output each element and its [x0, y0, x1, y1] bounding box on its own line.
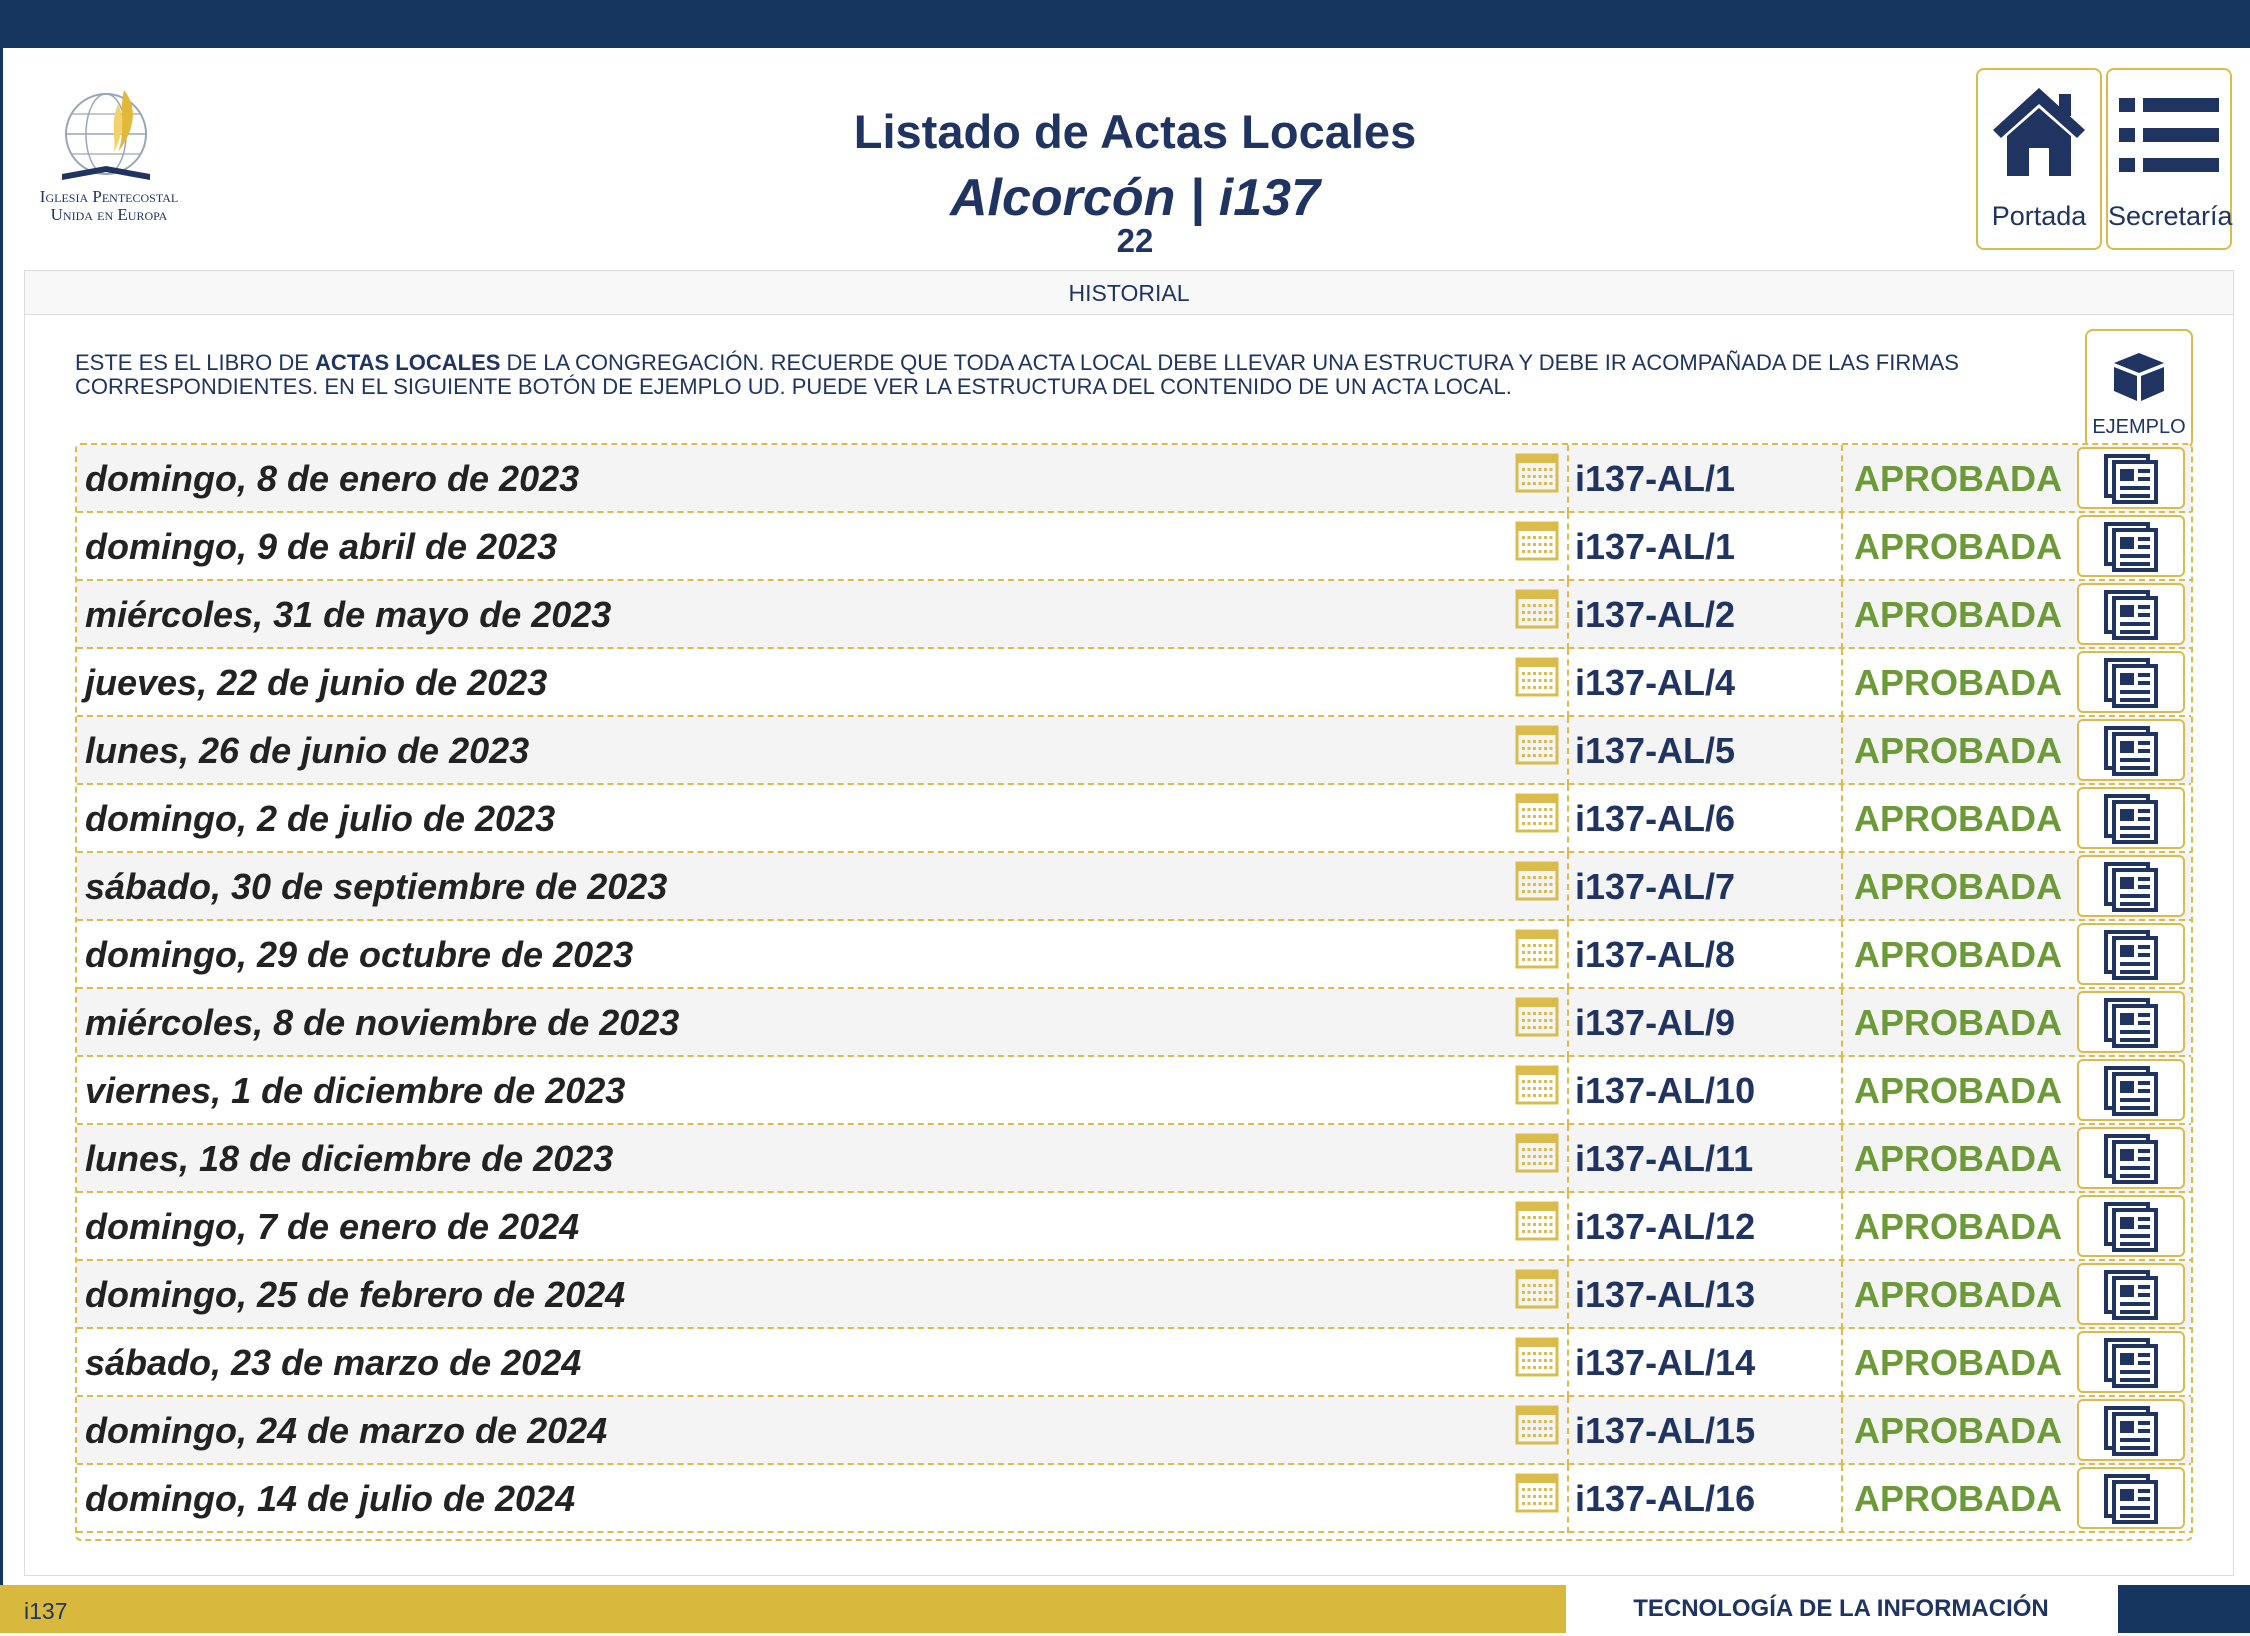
document-icon [2079, 862, 2183, 912]
document-icon [2079, 522, 2183, 572]
footer-navy-bar [2118, 1585, 2250, 1633]
acta-status: APROBADA [1853, 934, 2062, 975]
calendar-icon[interactable] [1515, 1269, 1559, 1309]
ejemplo-label: EJEMPLO [2092, 416, 2186, 438]
top-bar [0, 0, 2250, 48]
acta-code: i137-AL/4 [1567, 649, 1843, 717]
table-row [77, 1397, 2193, 1465]
acta-date: domingo, 25 de febrero de 2024 [85, 1274, 626, 1315]
table-row [77, 1329, 2193, 1397]
table-row [77, 1125, 2193, 1193]
view-acta-button[interactable] [2077, 1263, 2185, 1325]
acta-status: APROBADA [1853, 1138, 2062, 1179]
acta-code: i137-AL/16 [1567, 1465, 1843, 1533]
calendar-icon[interactable] [1515, 1201, 1559, 1241]
intro-text-end: DE LA CONGREGACIÓN. RECUERDE QUE TODA ACTA LOCAL DEBE LLEVAR UNA ESTRUCTURA Y DEBE IR ACOMPAÑADA DE LAS FIRMAS CORRESPONDIENTES. EN EL SIGUIENTE BOTÓN DE EJEMPLO UD. PUEDE VER LA ESTRUCTURA DEL CONTENIDO DE UN ACTA LOCAL. [75, 350, 1959, 399]
table-row [77, 581, 2193, 649]
church-logo [22, 82, 196, 237]
acta-status: APROBADA [1853, 866, 2062, 907]
view-acta-button[interactable] [2077, 515, 2185, 577]
acta-code: i137-AL/10 [1567, 1057, 1843, 1125]
secretaria-button[interactable] [2106, 68, 2232, 250]
acta-date: lunes, 26 de junio de 2023 [85, 730, 530, 771]
document-icon [2079, 454, 2183, 504]
left-edge-bar [0, 48, 3, 1588]
view-acta-button[interactable] [2077, 855, 2185, 917]
list-icon [2115, 84, 2223, 180]
intro-text-start: ESTE ES EL LIBRO DE [75, 350, 316, 375]
acta-date: miércoles, 8 de noviembre de 2023 [85, 1002, 680, 1043]
portada-label: Portada [1991, 201, 2087, 231]
logo-text-line1: Iglesia Pentecostal [39, 187, 179, 206]
calendar-icon[interactable] [1515, 997, 1559, 1037]
view-acta-button[interactable] [2077, 923, 2185, 985]
document-icon [2079, 590, 2183, 640]
footer-tech-label: TECNOLOGÍA DE LA INFORMACIÓN [1633, 1595, 2049, 1622]
calendar-icon[interactable] [1515, 1473, 1559, 1513]
calendar-icon[interactable] [1515, 1405, 1559, 1445]
view-acta-button[interactable] [2077, 1127, 2185, 1189]
footer-congregation-id: i137 [24, 1598, 68, 1624]
globe-flame-icon [22, 82, 196, 186]
table-row [77, 717, 2193, 785]
acta-status: APROBADA [1853, 526, 2062, 567]
acta-date: lunes, 18 de diciembre de 2023 [85, 1138, 614, 1179]
calendar-icon[interactable] [1515, 657, 1559, 697]
acta-date: domingo, 8 de enero de 2023 [85, 458, 580, 499]
acta-status: APROBADA [1853, 1070, 2062, 1111]
table-row [77, 649, 2193, 717]
view-acta-button[interactable] [2077, 787, 2185, 849]
acta-code: i137-AL/8 [1567, 921, 1843, 989]
acta-date: miércoles, 31 de mayo de 2023 [85, 594, 612, 635]
acta-date: domingo, 7 de enero de 2024 [85, 1206, 580, 1247]
acta-date: sábado, 23 de marzo de 2024 [85, 1342, 582, 1383]
table-row [77, 445, 2193, 513]
table-row [77, 989, 2193, 1057]
calendar-icon[interactable] [1515, 1337, 1559, 1377]
calendar-icon[interactable] [1515, 453, 1559, 493]
acta-code: i137-AL/7 [1567, 853, 1843, 921]
acta-date: domingo, 24 de marzo de 2024 [85, 1410, 608, 1451]
view-acta-button[interactable] [2077, 651, 2185, 713]
view-acta-button[interactable] [2077, 1331, 2185, 1393]
document-icon [2079, 930, 2183, 980]
logo-text-line2: Unida en Europa [50, 205, 168, 224]
historial-panel [24, 270, 2234, 1576]
table-row [77, 1465, 2193, 1533]
calendar-icon[interactable] [1515, 861, 1559, 901]
intro-text [75, 351, 2065, 399]
calendar-icon[interactable] [1515, 929, 1559, 969]
intro-text-bold: ACTAS LOCALES [315, 350, 501, 375]
view-acta-button[interactable] [2077, 1059, 2185, 1121]
table-row [77, 1193, 2193, 1261]
document-icon [2079, 1270, 2183, 1320]
view-acta-button[interactable] [2077, 719, 2185, 781]
actas-table [75, 443, 2193, 1541]
acta-code: i137-AL/1 [1567, 445, 1843, 513]
acta-status: APROBADA [1853, 1002, 2062, 1043]
calendar-icon[interactable] [1515, 521, 1559, 561]
view-acta-button[interactable] [2077, 447, 2185, 509]
view-acta-button[interactable] [2077, 1467, 2185, 1529]
ejemplo-button[interactable] [2085, 329, 2193, 449]
portada-button[interactable] [1976, 68, 2102, 250]
acta-code: i137-AL/5 [1567, 717, 1843, 785]
acta-code: i137-AL/15 [1567, 1397, 1843, 1465]
table-row [77, 513, 2193, 581]
acta-date: viernes, 1 de diciembre de 2023 [85, 1070, 626, 1111]
calendar-icon[interactable] [1515, 1133, 1559, 1173]
acta-status: APROBADA [1853, 1478, 2062, 1519]
logo-text [22, 188, 196, 224]
acta-code: i137-AL/6 [1567, 785, 1843, 853]
acta-status: APROBADA [1853, 1206, 2062, 1247]
calendar-icon[interactable] [1515, 725, 1559, 765]
view-acta-button[interactable] [2077, 583, 2185, 645]
acta-code: i137-AL/1 [1567, 513, 1843, 581]
table-row [77, 1057, 2193, 1125]
acta-status: APROBADA [1853, 730, 2062, 771]
secretaria-label: Secretaría [2108, 201, 2233, 231]
calendar-icon[interactable] [1515, 1065, 1559, 1105]
historial-heading: HISTORIAL [25, 271, 2233, 315]
acta-status: APROBADA [1853, 1410, 2062, 1451]
box-icon [2112, 351, 2166, 403]
view-acta-button[interactable] [2077, 1195, 2185, 1257]
view-acta-button[interactable] [2077, 1399, 2185, 1461]
document-icon [2079, 726, 2183, 776]
document-icon [2079, 1066, 2183, 1116]
document-icon [2079, 794, 2183, 844]
acta-date: sábado, 30 de septiembre de 2023 [85, 866, 668, 907]
home-icon [1989, 84, 2089, 180]
acta-code: i137-AL/2 [1567, 581, 1843, 649]
table-row [77, 853, 2193, 921]
acta-status: APROBADA [1853, 594, 2062, 635]
acta-code: i137-AL/11 [1567, 1125, 1843, 1193]
acta-status: APROBADA [1853, 458, 2062, 499]
document-icon [2079, 1202, 2183, 1252]
table-row [77, 785, 2193, 853]
acta-status: APROBADA [1853, 1342, 2062, 1383]
acta-date: domingo, 9 de abril de 2023 [85, 526, 558, 567]
page-title: Listado de Actas Locales [853, 105, 1417, 158]
document-icon [2079, 1406, 2183, 1456]
acta-status: APROBADA [1853, 798, 2062, 839]
calendar-icon[interactable] [1515, 793, 1559, 833]
document-icon [2079, 1474, 2183, 1524]
document-icon [2079, 998, 2183, 1048]
acta-date: domingo, 14 de julio de 2024 [85, 1478, 576, 1519]
congregation-subtitle: Alcorcón | i137 [949, 169, 1321, 227]
actas-count: 22 [1116, 222, 1154, 259]
table-row [77, 1261, 2193, 1329]
document-icon [2079, 658, 2183, 708]
acta-code: i137-AL/14 [1567, 1329, 1843, 1397]
acta-code: i137-AL/9 [1567, 989, 1843, 1057]
document-icon [2079, 1338, 2183, 1388]
table-row [77, 921, 2193, 989]
acta-code: i137-AL/12 [1567, 1193, 1843, 1261]
acta-status: APROBADA [1853, 662, 2062, 703]
calendar-icon[interactable] [1515, 589, 1559, 629]
document-icon [2079, 1134, 2183, 1184]
acta-code: i137-AL/13 [1567, 1261, 1843, 1329]
acta-status: APROBADA [1853, 1274, 2062, 1315]
acta-date: domingo, 29 de octubre de 2023 [85, 934, 634, 975]
acta-date: domingo, 2 de julio de 2023 [85, 798, 556, 839]
footer-gold-bar [0, 1585, 1566, 1633]
view-acta-button[interactable] [2077, 991, 2185, 1053]
acta-date: jueves, 22 de junio de 2023 [85, 662, 548, 703]
